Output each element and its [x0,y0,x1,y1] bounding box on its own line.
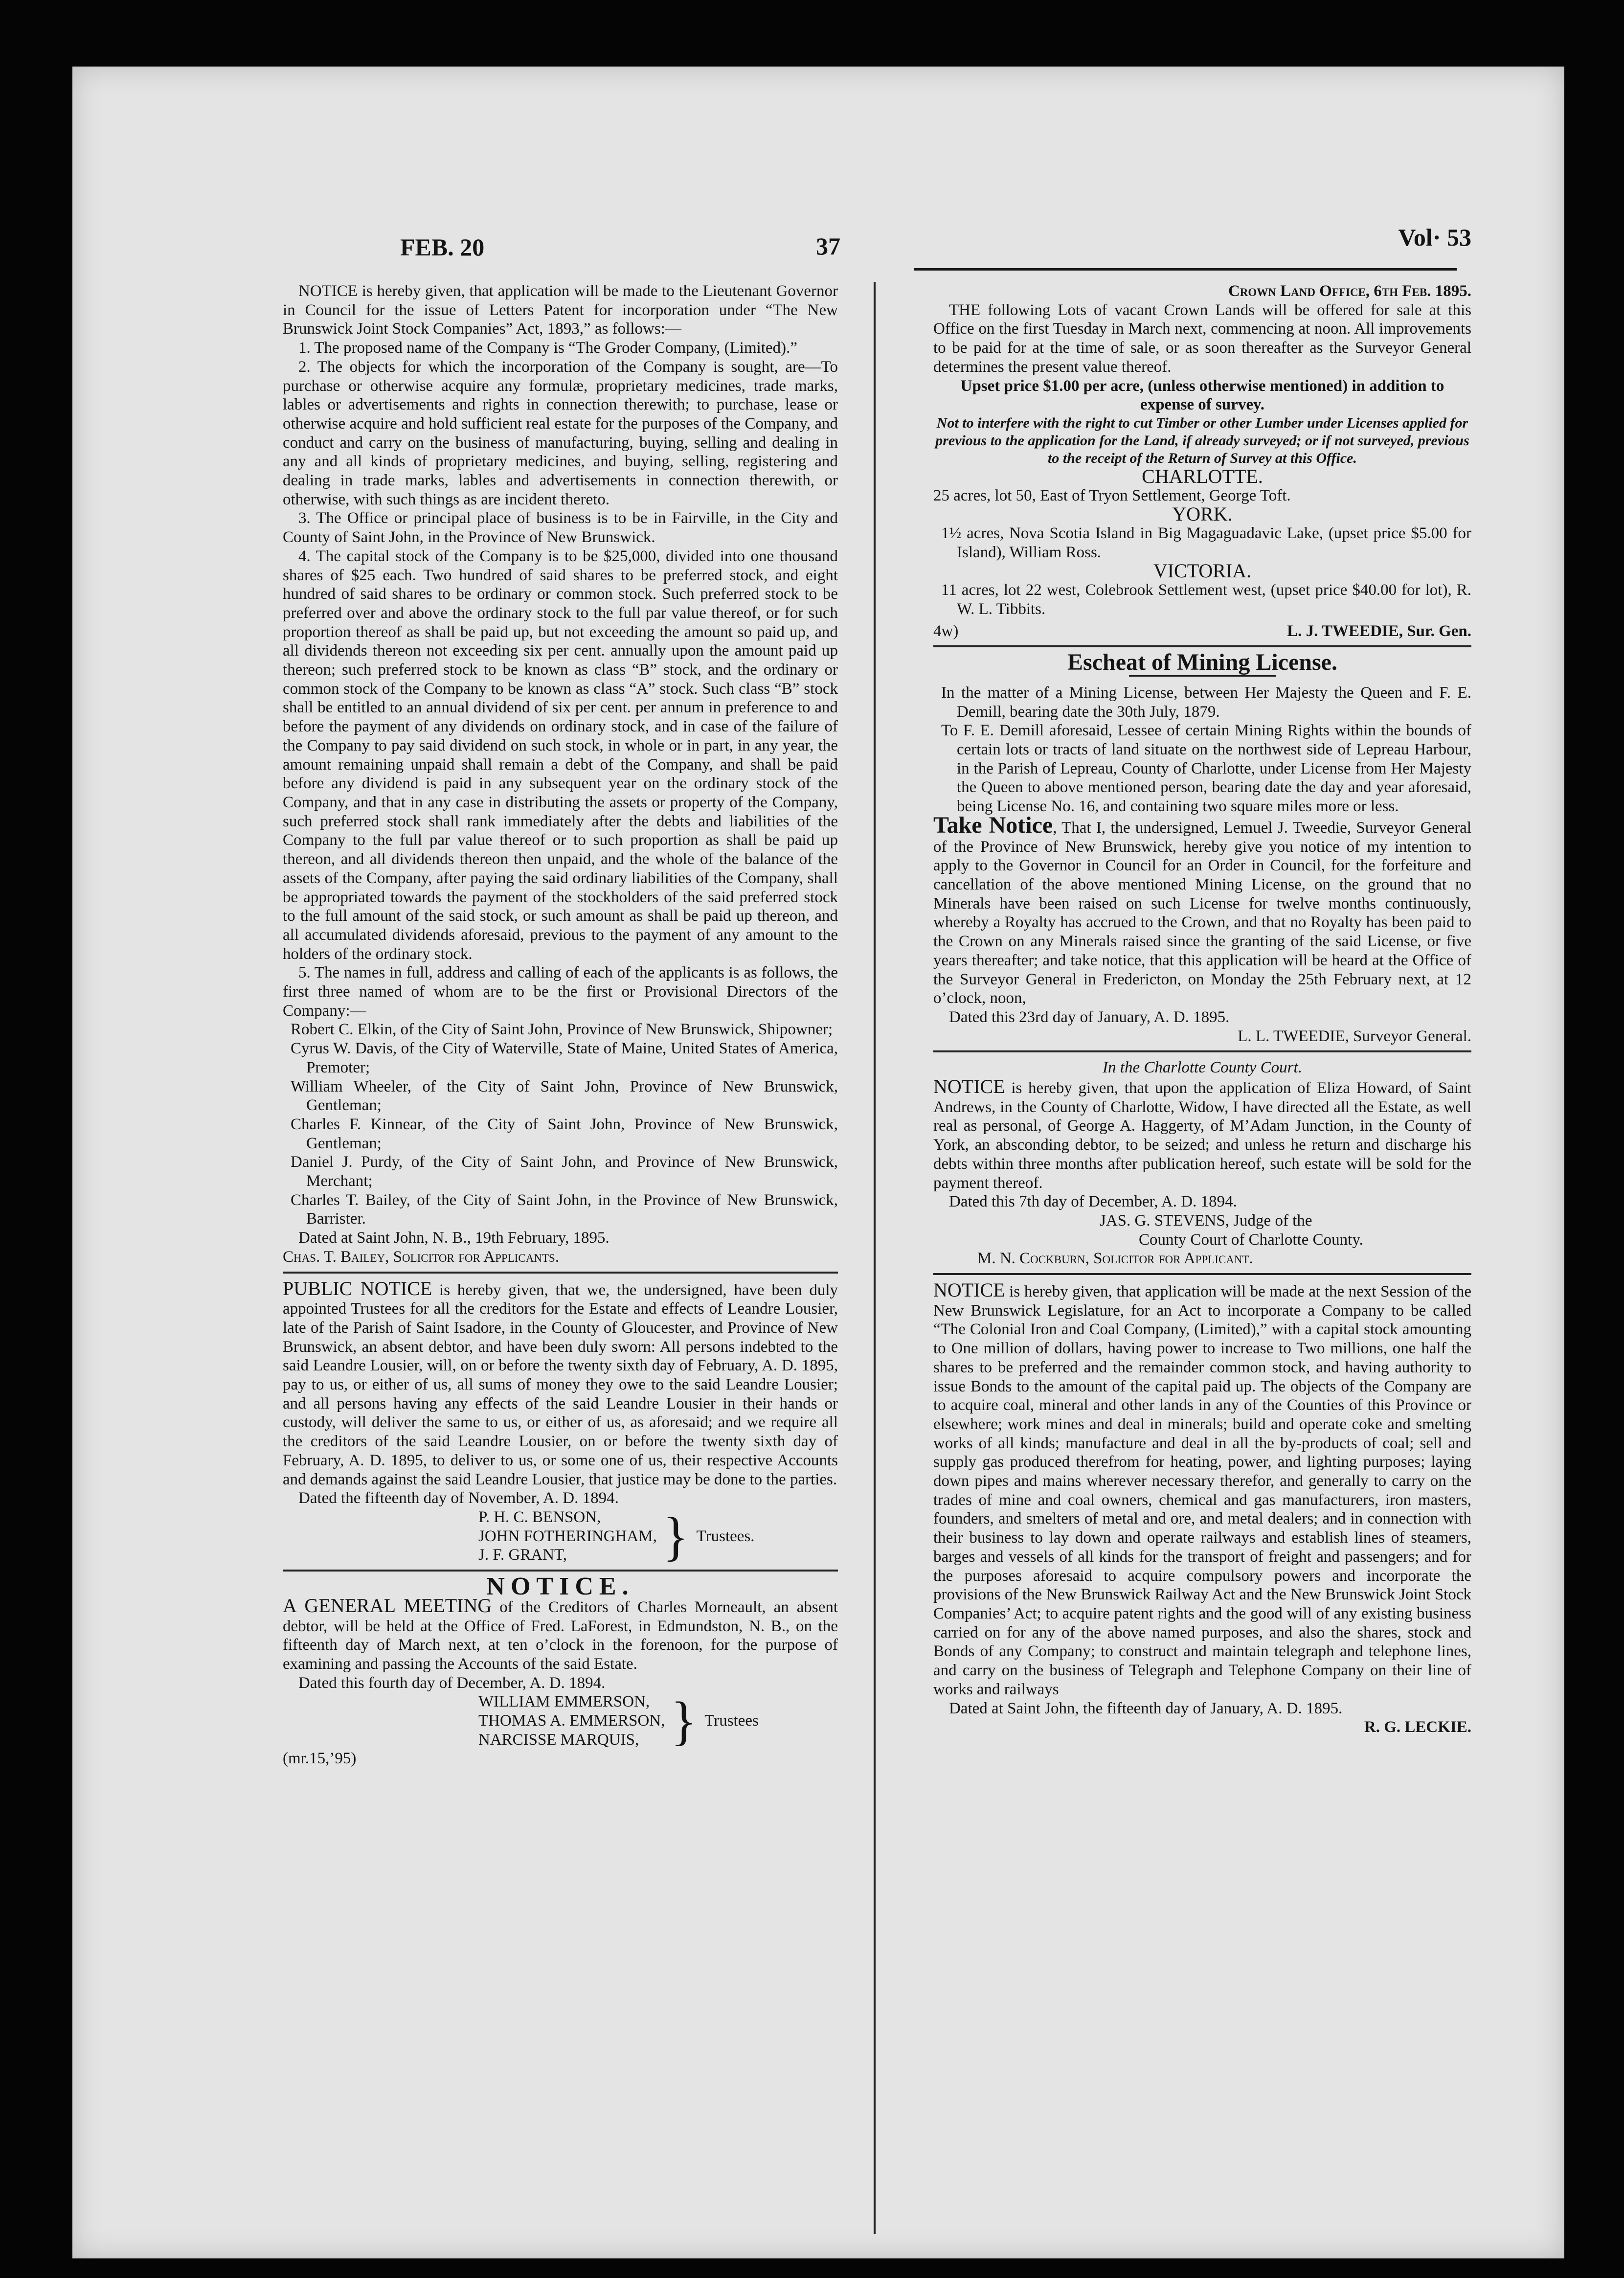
escheat-title: Escheat of Mining License. [1067,649,1337,676]
director-entry: Daniel J. Purdy, of the City of Saint John, and Province of New Brunswick, Merchant; [291,1153,838,1190]
trustees-label: Trustees. [696,1527,755,1545]
section-divider [283,1570,838,1572]
lousier-trustees [478,1508,838,1565]
county-name: VICTORIA. [1153,560,1252,582]
trustees-label: Trustees [704,1712,759,1730]
crown-heading: Crown Land Office, 6th Feb. 1895. [1228,282,1471,300]
lousier-dated: Dated the fifteenth day of November, A. D. 1894. [298,1489,619,1507]
groder-dated: Dated at Saint John, N. B., 19th February, 1895. [298,1229,609,1247]
groder-item-2: 2. The objects for which the incorporation of the Company is sought, are—To purchase or otherwise acquire any formulæ, proprietary medicines, trade marks, lables or advertisements and rights in connection therewith; to purchase, lease or otherwise acquire and hold sufficient real estate for the purposes of the Company, and conduct and carry on the business of manufacturing, buying, selling and dealing in any and all kinds of proprietary medicines, and buying, selling, registering and dealing in trade marks, lables and advertisements in connection therewith, or otherwise, with such things as are incident thereto. [283,358,838,508]
groder-solicitor: Chas. T. Bailey, Solicitor for Applicants. [283,1248,560,1266]
county-lot: 25 acres, lot 50, East of Tryon Settlement, George Toft. [933,486,1291,504]
court-lead: NOTICE [933,1075,1005,1098]
escheat-notice [933,649,1471,1046]
section-divider [283,1272,838,1274]
county-name: CHARLOTTE. [1142,465,1263,487]
morneault-notice [283,1572,838,1768]
escheat-lead: Take Notice [933,812,1053,838]
header-rule [914,268,1457,271]
escheat-matter: In the matter of a Mining License, between Her Majesty the Queen and F. E. Demill, bearing date the 30th July, 1879. [941,683,1471,721]
trustee-name: JOHN FOTHERINGHAM, [478,1527,657,1545]
morneault-lead: A GENERAL MEETING [283,1594,492,1617]
crown-land-notice [933,282,1471,640]
groder-notice [283,282,838,1267]
crown-ref: 4w) [933,622,959,640]
morneault-title: NOTICE. [486,1572,634,1601]
gazette-sheet [72,67,1564,2258]
brace-glyph: } [662,1506,689,1567]
trustee-name: WILLIAM EMMERSON, [478,1693,650,1711]
court-body: is hereby given, that upon the application of Eliza Howard, of Saint Andrews, in the County of Charlotte, Widow, I have directed all the Estate, as well real as personal, of George A. Haggerty, of M’Adam Junction, in the County of York, an absconding debtor, to be seized; and unless he return and discharge his debts within three months after publication hereof, such estate will be sold for the payment thereof. [933,1079,1471,1192]
colonial-signature: R. G. LECKIE. [1364,1718,1471,1736]
colonial-body: is hereby given, that application will be made at the next Session of the New Brunswick Legislature, for an Act to incorporate a Company to be called “The Colonial Iron and Coal Company, (Limited),” with a capital stock amounting to One million of dollars, having power to increase to Two millions, one half the shares to be preferred and the remainder common stock, and having authority to issue Bonds to the amount of the capital paid up. The objects of the Company are to acquire coal, mineral and other lands in any of the Counties of this Province or elsewhere; work mines and deal in minerals; build and operate coke and smelting works of all kinds; manufacture and deal in all the by-products of coal; sell and supply gas produced therefrom for heating, power, and lighting purposes; laying down pipes and mains wherever necessary therefor, and generally to carry on the trades of mine and coal owners, chemical and gas manufacturers, iron masters, founders, and smelters of metal and ore, and metal dealers; and in connection with their business to lay down and operate railways and establish lines of steamers, barges and vessels of all kinds for the transport of freight and passengers; and for the purposes aforesaid to acquire compulsory powers and incorporate the provisions of the New Brunswick Railway Act and the New Brunswick Joint Stock Companies’ Act; to acquire patent rights and the good will of any existing business carried on for any of the above named purposes, and also the shares, stock and Bonds of any Company; to construct and maintain telegraph and telephone lines, and carry on the business of Telegraph and Telephone Company on their line of works and railways [933,1283,1471,1698]
groder-item-5: 5. The names in full, address and calling of each of the applicants is as follows, the first three named of whom are to be the first or Provisional Directors of the Company:— [283,964,838,1020]
lousier-notice [283,1279,838,1565]
escheat-dated: Dated this 23rd day of January, A. D. 1895. [949,1008,1230,1026]
header-volume: Vol· 53 [1398,224,1471,251]
left-column [283,282,838,2234]
court-judge: JAS. G. STEVENS, Judge of the [1100,1211,1312,1230]
county-lot: 1½ acres, Nova Scotia Island in Big Magaguadavic Lake, (upset price $5.00 for Island), William Ross. [941,524,1471,561]
county-lot: 11 acres, lot 22 west, Colebrook Settlement west, (upset price $40.00 for lot), R. W. L. Tibbits. [941,581,1471,618]
crown-signature: L. J. TWEEDIE, Sur. Gen. [1287,622,1471,640]
groder-intro: NOTICE is hereby given, that application will be made to the Lieutenant Governor in Council for the issue of Letters Patent for incorporation under “The New Brunswick Joint Stock Companies” Act, 1893,” as follows:— [283,282,838,338]
county-name: YORK. [1172,503,1233,525]
morneault-ref: (mr.15,’95) [283,1750,357,1768]
colonial-iron-notice [933,1281,1471,1737]
morneault-trustees [478,1692,838,1749]
court-dated: Dated this 7th day of December, A. D. 1894. [949,1193,1237,1211]
director-entry: Robert C. Elkin, of the City of Saint John, Province of New Brunswick, Shipowner; [291,1021,833,1039]
county-court-notice [933,1058,1471,1268]
court-heading: In the Charlotte County Court. [1103,1059,1302,1077]
escheat-signature: L. L. TWEEDIE, Surveyor General. [1238,1027,1471,1045]
groder-item-1: 1. The proposed name of the Company is “The Groder Company, (Limited).” [298,339,797,357]
section-divider [933,1273,1471,1275]
court-solicitor: M. N. Cockburn, Solicitor for Applicant. [977,1250,1253,1268]
escheat-body: , That I, the undersigned, Lemuel J. Tweedie, Surveyor General of the Province of New Brunswick, hereby give you notice of my intention to apply to the Governor in Council for an Order in Council, for the forfeiture and cancellation of the above mentioned Mining License, on the ground that no Minerals have been raised on such License for twelve months continuously, whereby a Royalty has accrued to the Crown, and that no Royalty has been paid to the Crown on any Minerals raised since the granting of the said License, or five years thereafter; and take notice, that this application will be heard at the Office of the Surveyor General in Fredericton, on Monday the 25th February next, at 12 o’clock, noon, [933,819,1471,1007]
escheat-to: To F. E. Demill aforesaid, Lessee of certain Mining Rights within the bounds of certain lots or tracts of land situate on the northwest side of Lepreau Harbour, in the Parish of Lepreau, County of Charlotte, under License from Her Majesty the Queen to above mentioned person, bearing date the day and year aforesaid, being License No. 16, and containing two square miles more or less. [941,722,1471,816]
morneault-body: of the Creditors of Charles Morneault, an absent debtor, will be held at the Office of Fred. LaForest, in Edmundston, N. B., on the fifteenth day of March next, at ten o’clock in the forenoon, for the purpose of examining and passing the Accounts of the said Estate. [283,1598,838,1673]
page-header [283,218,1471,261]
lousier-body: is hereby given, that we, the undersigned, have been duly appointed Trustees for all the creditors for the Estate and effects of Leandre Lousier, late of the Parish of Saint Isadore, in the County of Gloucester, and Province of New Brunswick, an absent debtor, and have been duly sworn: All persons indebted to the said Leandre Lousier, will, on or before the twenty sixth day of February, A. D. 1895, pay to us, or either of us, all sums of money they owe to the said Leandre Lousier; and all persons having any effects of the said Leandre Lousier in their hands or custody, will deliver the same to us, or either of us, as aforesaid; and we require all the creditors of the said Leandre Lousier, on or before the twenty sixth day of February, A. D. 1895, to deliver to us, or some one of us, their respective Accounts and demands against the said Leandre Lousier, that justice may be done to the parties. [283,1281,838,1488]
gazette-page [283,213,1471,2254]
brace-glyph: } [671,1691,697,1751]
title-underline [1129,675,1276,677]
colonial-lead: NOTICE [933,1279,1005,1301]
morneault-dated: Dated this fourth day of December, A. D. 1894. [298,1674,606,1692]
right-column [933,282,1471,2234]
lousier-lead: PUBLIC NOTICE [283,1277,432,1299]
crown-upset: Upset price $1.00 per acre, (unless otherwise mentioned) in addition to expense of survey. [960,377,1444,414]
director-entry: William Wheeler, of the City of Saint John, Province of New Brunswick, Gentleman; [291,1077,838,1115]
groder-item-3: 3. The Office or principal place of business is to be in Fairville, in the City and County of Saint John, in the Province of New Brunswick. [283,509,838,547]
crown-proviso: Not to interfere with the right to cut Timber or other Lumber under Licenses applied for previous to the application for the Land, if already surveyed; or if not surveyed, previous to the receipt of the Return of Survey at this Office. [935,414,1469,466]
colonial-dated: Dated at Saint John, the fifteenth day of January, A. D. 1895. [949,1699,1343,1717]
crown-body: THE following Lots of vacant Crown Lands will be offered for sale at this Office on the first Tuesday in March next, commencing at noon. All improvements to be paid for at the time of sale, or as soon thereafter as the Surveyor General determines the present value thereof. [933,301,1471,376]
header-date: FEB. 20 [400,233,485,261]
trustee-name: P. H. C. BENSON, [478,1508,601,1526]
trustee-name: THOMAS A. EMMERSON, [478,1712,665,1730]
director-entry: Cyrus W. Davis, of the City of Waterville, State of Maine, United States of America, Premoter; [291,1040,838,1076]
groder-item-4: 4. The capital stock of the Company is to be $25,000, divided into one thousand shares of $25 each. Two hundred of said shares to be preferred stock, and eight hundred of said shares to be ordinary or common stock. Such preferred stock to be preferred over and above the ordinary stock to the full par value thereof, or for such proportion thereof as shall be paid up, but not exceeding the amount so paid up, and all dividends thereon not exceeding six per cent. annually upon the amount paid up thereon; such preferred stock to be known as class “B” stock, and the ordinary or common stock of the Company to be known as class “A” stock. Such class “B” stock shall be entitled to an annual dividend of six per cent. per annum in preference to and before the payment of any dividends on ordinary stock, and in case of the failure of the Company to pay said dividend on such stock, in whole or in part, in any year, the amount remaining unpaid shall remain a debt of the Company, and shall be paid before any dividend is paid in any subsequent year on the ordinary stock of the Company, and that in any case in distributing the assets or property of the Company, such preferred stock shall rank immediately after the debts and liabilities of the Company to the full par value thereof or to such proportion as shall be paid up thereon, and all dividends thereon then unpaid, and the whole of the balance of the assets of the Company, after paying the said ordinary liabilities of the Company, shall be appropriated towards the payment of the stockholders of the said preferred stock to the full amount of the said stock, or such amount as shall be paid up thereon, and all accumulated dividends aforesaid, previous to the payment of any amount to the holders of the ordinary stock. [283,547,838,963]
header-page-number: 37 [816,232,840,260]
director-entry: Charles F. Kinnear, of the City of Saint John, Province of New Brunswick, Gentleman; [291,1115,838,1152]
director-entry: Charles T. Bailey, of the City of Saint John, in the Province of New Brunswick, Barrister. [291,1191,838,1228]
section-divider [933,1050,1471,1052]
column-divider [874,282,876,2234]
trustee-name: J. F. GRANT, [478,1546,567,1564]
court-judge-title: County Court of Charlotte County. [1139,1230,1363,1249]
section-divider [933,645,1471,647]
trustee-name: NARCISSE MARQUIS, [478,1731,639,1749]
